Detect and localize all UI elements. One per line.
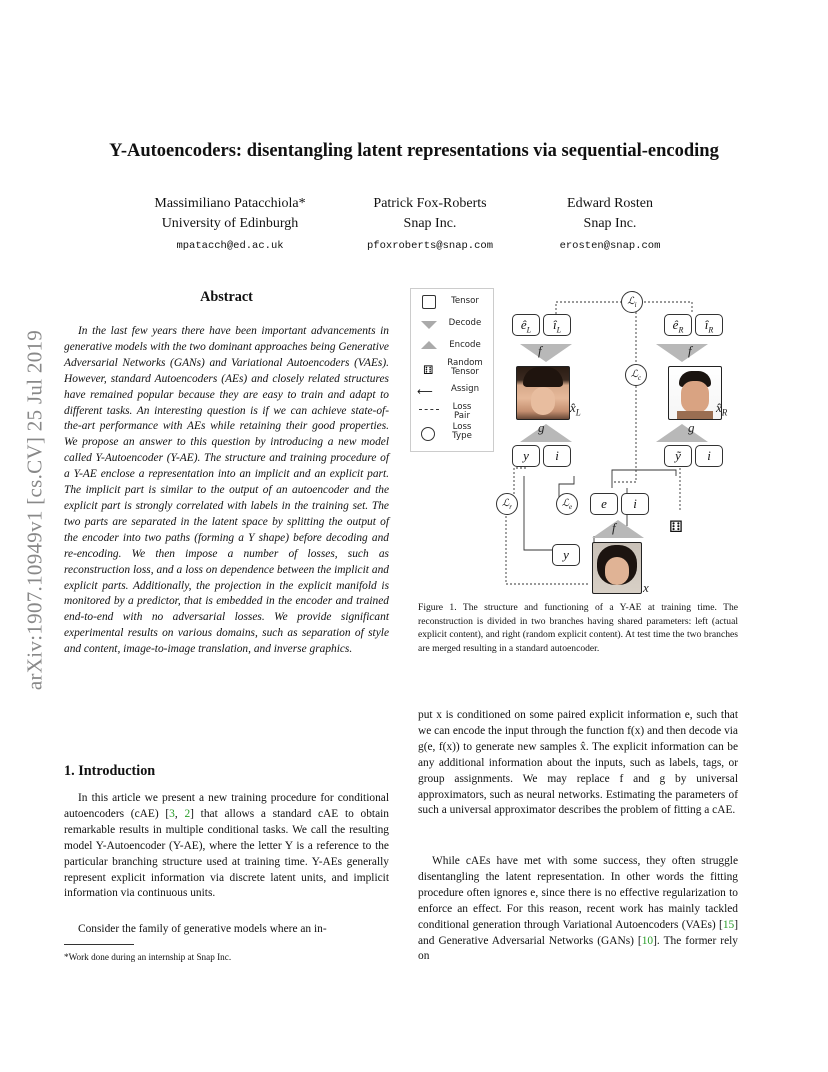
tensor-i-left: i: [543, 445, 571, 467]
author-name: Edward Rosten: [567, 196, 653, 211]
tensor-i-right: i: [695, 445, 723, 467]
tensor-e: e: [590, 493, 618, 515]
right-paragraph-1: put x is conditioned on some paired explicit information e, such that we can encode the input through the function f(x) and then decode via g(e, f(x)) to generate new samples x̂. The explicit information can be any additional information about the inputs, such as labels, tags, or group assignments. We may replace f and g by universal approximators, such as neural networks. Estimating the parameters of such a universal approximator describes the problem of fitting a cAE.: [418, 709, 738, 817]
footnote: *Work done during an internship at Snap Inc.: [64, 952, 232, 962]
legend-encode: Encode: [449, 340, 481, 350]
circle-icon: [421, 427, 435, 441]
label-f-bottom: f: [612, 520, 616, 535]
dice-icon: ⚅: [669, 517, 683, 536]
paper-title: Y-Autoencoders: disentangling latent representations via sequential-encoding: [109, 141, 719, 161]
author-1: [130, 194, 330, 256]
label-g-right: g: [688, 420, 695, 435]
label-x: x: [643, 580, 649, 595]
face-image-left: [516, 366, 570, 420]
legend-tensor: Tensor: [451, 296, 479, 306]
author-email: mpatacch@ed.ac.uk: [176, 240, 284, 252]
figure-legend: [410, 288, 494, 452]
encode-icon: [421, 341, 437, 349]
tensor-eL: $ê_L$: [512, 314, 540, 336]
author-email: pfoxroberts@snap.com: [366, 240, 494, 252]
tensor-eR: $ê_R$: [664, 314, 692, 336]
intro-paragraph-2: Consider the family of generative models where an in-: [78, 923, 327, 935]
label-f-right: f: [688, 343, 692, 358]
tensor-i: i: [621, 493, 649, 515]
right-paragraph-2: While cAEs have met with some success, they often struggle disentangling the latent representation. In other words the fitting procedure often ignores e, since there is no effective regularization to enforce an effect. For this reason, recent work has mainly tackled conditional generation through Variational Autoencoders (VAEs) [15] and Generative Adversarial Networks (GANs) [10]. The former rely on: [418, 855, 738, 963]
author-2: [340, 194, 520, 256]
tensor-y-bottom: y: [552, 544, 580, 566]
loss-Li: ℒ$_i$: [621, 291, 643, 313]
arxiv-id: arXiv:1907.10949v1 [cs.CV] 25 Jul 2019: [22, 329, 47, 691]
citation-link[interactable]: 3: [169, 807, 175, 820]
author-affiliation: Snap Inc.: [403, 216, 457, 231]
face-image-input: [592, 542, 642, 594]
label-f-left: f: [538, 343, 542, 358]
face-image-right: [668, 366, 722, 420]
legend-assign: Assign: [450, 384, 480, 394]
figure-caption: Figure 1. The structure and functioning of a Y-AE at training time. The reconstruction is divided in two branches having shared parameters: left (actual explicit content), and right (random explicit content). At test time the two branches are merged resulting in a standard autoencoder.: [418, 602, 738, 654]
label-g-left: g: [538, 420, 545, 435]
loss-Le: ℒ$_e$: [556, 493, 578, 515]
tensor-iL: $î_L$: [543, 314, 571, 336]
legend-decode: Decode: [448, 318, 482, 328]
author-name: Patrick Fox-Roberts: [373, 196, 487, 211]
author-email: erosten@snap.com: [559, 240, 661, 252]
tensor-ytilde-right: ỹ: [664, 445, 692, 467]
arrow-left-icon: ⟵: [417, 385, 433, 398]
abstract-heading: Abstract: [200, 289, 253, 305]
loss-Lc: ℒ$_c$: [625, 364, 647, 386]
decode-icon: [421, 321, 437, 329]
dice-icon: ⚅: [423, 363, 434, 377]
legend-random-tensor: Random Tensor: [447, 358, 483, 377]
dotted-line-icon: [419, 409, 439, 410]
author-3: [520, 194, 700, 256]
legend-loss-pair: Loss Pair: [452, 402, 472, 421]
label-xR: $x̂_R$: [716, 400, 728, 418]
citation-link[interactable]: 2: [184, 807, 191, 820]
loss-Lr: ℒ$_r$: [496, 493, 518, 515]
tensor-iR: $î_R$: [695, 314, 723, 336]
intro-paragraph-1: In this article we present a new training procedure for conditional autoencoders (cAE) [3, 2] that allows a standard cAE to obtain remarkable results in multiple conditional tasks. We call the resulting model Y-Autoencoder (Y-AE), where the letter Y is a reference to the particular branching structure used at training time. Y-AEs generally represent explicit information via discrete latent units, and implicit information via continuous units.: [64, 792, 390, 900]
label-xL: $x̂_L$: [570, 400, 581, 418]
citation-link[interactable]: 10: [641, 934, 654, 947]
intro-heading: 1. Introduction: [64, 763, 156, 779]
legend-loss-type: Loss Type: [452, 422, 472, 441]
author-name: Massimiliano Patacchiola*: [154, 196, 306, 211]
author-affiliation: Snap Inc.: [583, 216, 637, 231]
citation-link[interactable]: 15: [722, 918, 735, 931]
abstract-text: In the last few years there have been important advancements in generative models with the two dominant approaches being Generative Adversarial Networks (GANs) and Variational Autoencoders (VAEs). However, standard Autoencoders (AEs) and closely related structures have remained popular because they are easy to train and adapt to different tasks. An interesting question is if we can achieve state-of-the-art performance with AEs while retaining their good properties. We propose an answer to this question by introducing a new model called Y-Autoencoder (Y-AE). The structure and training procedure of a Y-AE enclose a representation into an implicit and an explicit part. The implicit part is similar to the output of an autoencoder and the explicit part is strongly correlated with labels in the training set. The two parts are separated in the latent space by splitting the output of the encoder into two paths (forming a Y shape) before decoding and re-encoding. We then impose a number of losses, such as reconstruction loss, and a loss on dependence between the implicit and explicit parts. Additionally, the projection in the explicit manifold is monitored by a predictor, that is embedded in the encoder and trained end-to-end with no adversarial losses. We provide significant experimental results on various domains, such as separation of style and content, image-to-image translation, and inverse graphics.: [64, 325, 389, 656]
tensor-y-left: y: [512, 445, 540, 467]
tensor-icon: [422, 295, 436, 309]
author-affiliation: University of Edinburgh: [161, 216, 299, 231]
footnote-rule: [64, 944, 134, 945]
